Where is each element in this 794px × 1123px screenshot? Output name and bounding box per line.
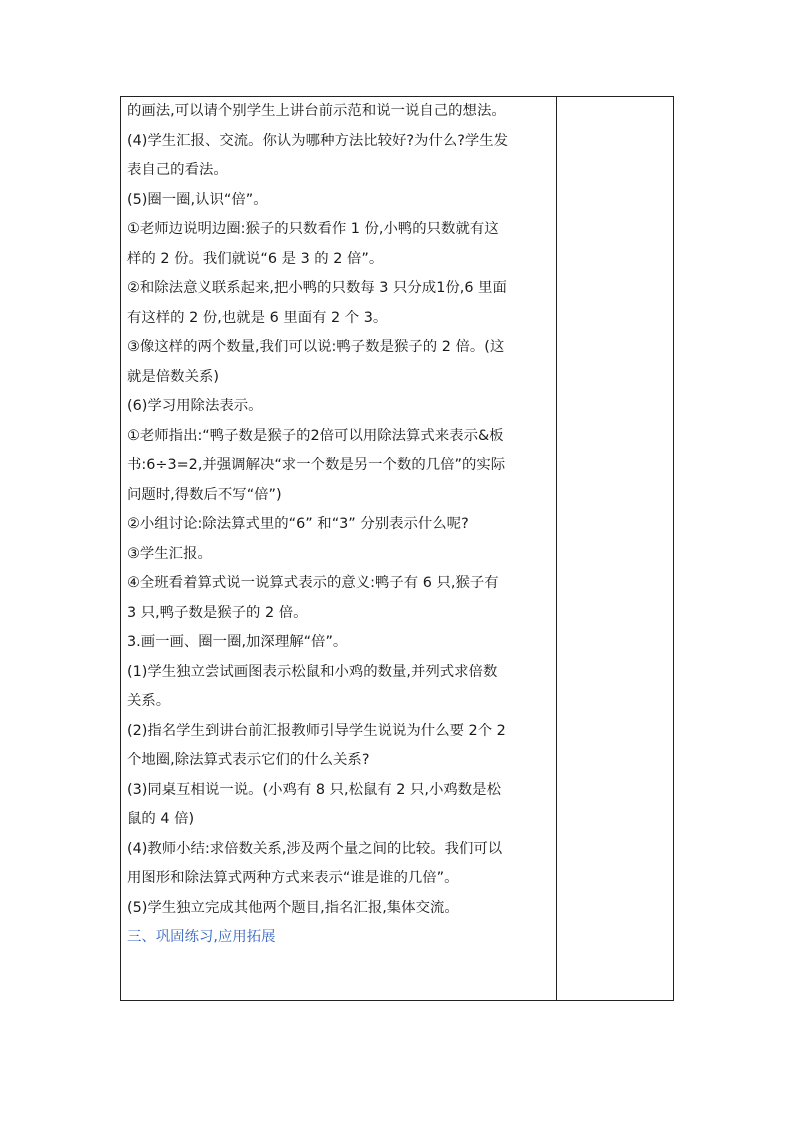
content-line: 就是倍数关系) <box>127 368 219 385</box>
content-line: ③像这样的两个数量,我们可以说:鸭子数是猴子的 2 倍。(这 <box>127 339 505 355</box>
content-line: 样的 2 份。我们就说“6 是 3 的 2 倍”。 <box>127 250 384 267</box>
lesson-content-cell <box>121 97 557 1000</box>
content-line: 个地圈,除法算式表示它们的什么关系? <box>127 752 370 768</box>
content-line: (4)教师小结:求倍数关系,涉及两个量之间的比较。我们可以 <box>127 840 503 857</box>
content-line: (5)学生独立完成其他两个题目,指名汇报,集体交流。 <box>127 899 459 916</box>
lesson-plan-table <box>120 96 674 1001</box>
content-line: 关系。 <box>127 693 171 709</box>
content-line: 的画法,可以请个别学生上讲台前示范和说一说自己的想法。 <box>127 103 506 119</box>
content-line: ③学生汇报。 <box>127 545 212 562</box>
section-heading: 三、巩固练习,应用拓展 <box>127 929 276 945</box>
content-line: (6)学习用除法表示。 <box>127 398 263 414</box>
content-line: 3 只,鸭子数是猴子的 2 倍。 <box>127 604 308 621</box>
content-line: 用图形和除法算式两种方式来表示“谁是谁的几倍”。 <box>127 870 459 886</box>
content-line: 有这样的 2 份,也就是 6 里面有 2 个 3。 <box>127 309 388 326</box>
content-line: ②和除法意义联系起来,把小鸭的只数每 3 只分成1份,6 里面 <box>127 280 507 296</box>
content-line: (2)指名学生到讲台前汇报教师引导学生说说为什么要 2个 2 <box>127 722 506 739</box>
content-line: 鼠的 4 倍) <box>127 811 195 827</box>
content-line: 书:6÷3=2,并强调解决“求一个数是另一个数的几倍”的实际 <box>127 457 506 473</box>
content-line: ①老师边说明边圈:猴子的只数看作 1 份,小鸭的只数就有这 <box>127 221 499 237</box>
content-line: 问题时,得数后不写“倍”) <box>127 486 282 503</box>
notes-cell <box>557 97 673 1000</box>
content-line: ①老师指出:“鸭子数是猴子的2倍可以用除法算式来表示&板 <box>127 427 504 444</box>
content-line: (5)圈一圈,认识“倍”。 <box>127 191 268 208</box>
content-line: ④全班看着算式说一说算式表示的意义:鸭子有 6 只,猴子有 <box>127 575 499 591</box>
content-line: (3)同桌互相说一说。(小鸡有 8 只,松鼠有 2 只,小鸡数是松 <box>127 781 501 798</box>
content-line: (4)学生汇报、交流。你认为哪种方法比较好?为什么?学生发 <box>127 132 509 149</box>
content-line: 表自己的看法。 <box>127 162 228 178</box>
content-line: ②小组讨论:除法算式里的“6” 和“3” 分别表示什么呢? <box>127 516 469 532</box>
content-line: (1)学生独立尝试画图表示松鼠和小鸡的数量,并列式求倍数 <box>127 663 498 680</box>
content-line: 3.画一画、圈一圈,加深理解“倍”。 <box>127 634 348 650</box>
